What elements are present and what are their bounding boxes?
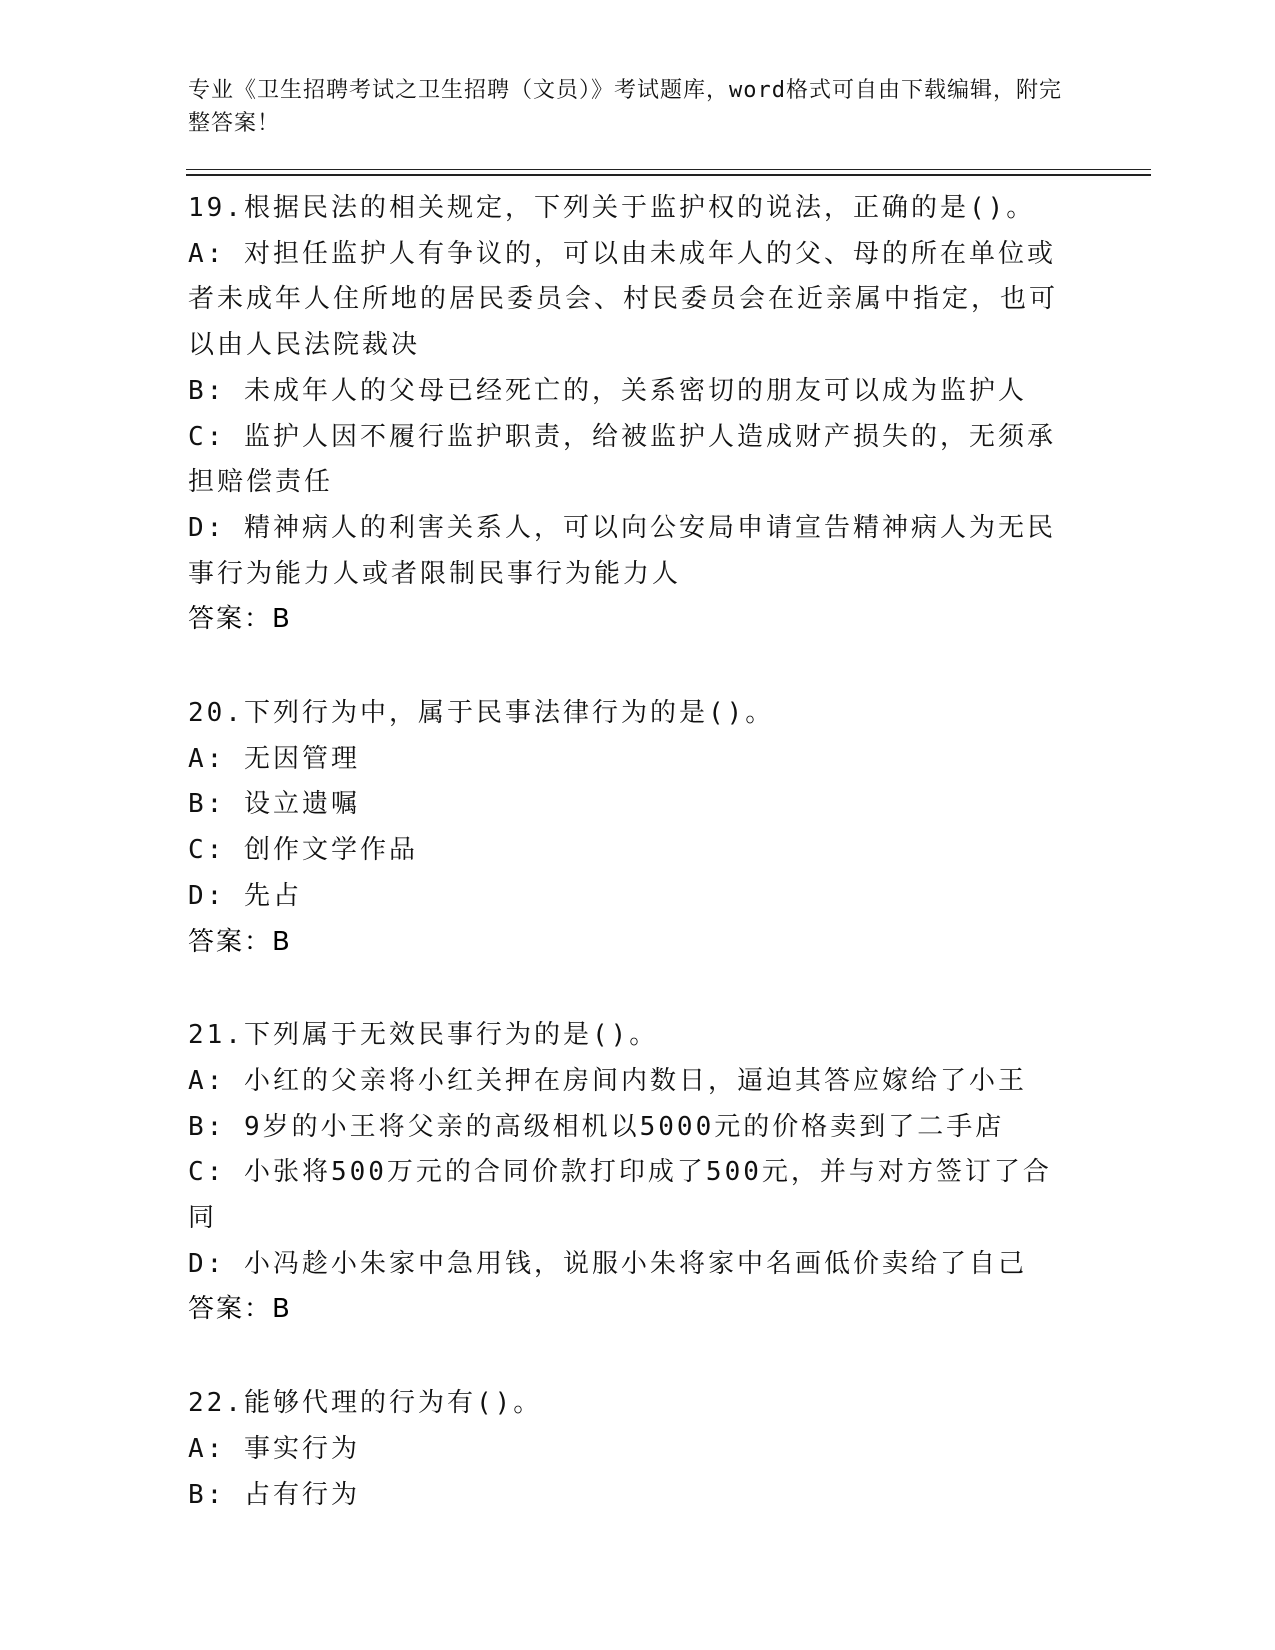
option-b: B: 占有行为 [188,1479,360,1510]
option-a: A: 事实行为 [188,1433,360,1464]
answer-label: 答案：B [188,604,292,635]
answer-label: 答案：B [188,1294,292,1325]
option-d: D: 精神病人的利害关系人，可以向公安局申请宣告精神病人为无民事行为能力人或者限制民事行为能力人 [188,512,1056,589]
question-21 [188,1013,1068,1333]
option-c: C: 创作文学作品 [188,835,418,866]
question-22 [188,1381,1068,1518]
header-divider-thick [186,174,1151,176]
question-stem: 20.下列行为中，属于民事法律行为的是()。 [188,698,775,729]
question-19 [188,186,1068,643]
option-c: C: 小张将500万元的合同价款打印成了500元，并与对方签订了合同 [188,1157,1052,1234]
option-a: A: 小红的父亲将小红关押在房间内数日，逼迫其答应嫁给了小王 [188,1065,1027,1096]
question-20 [188,691,1068,965]
option-a: A: 对担任监护人有争议的，可以由未成年人的父、母的所在单位或者未成年人住所地的居民委员会、村民委员会在近亲属中指定，也可以由人民法院裁决 [188,238,1059,361]
option-b: B: 9岁的小王将父亲的高级相机以5000元的价格卖到了二手店 [188,1111,1005,1142]
option-d: D: 先占 [188,880,302,911]
question-stem: 21.下列属于无效民事行为的是()。 [188,1020,659,1051]
answer-label: 答案：B [188,926,292,957]
option-c: C: 监护人因不履行监护职责，给被监护人造成财产损失的，无须承担赔偿责任 [188,421,1056,498]
option-d: D: 小冯趁小朱家中急用钱，说服小朱将家中名画低价卖给了自己 [188,1248,1027,1279]
question-stem: 19.根据民法的相关规定，下列关于监护权的说法，正确的是()。 [188,193,1036,223]
option-a: A: 无因管理 [188,743,360,774]
question-stem: 22.能够代理的行为有()。 [188,1388,543,1419]
document-header: 专业《卫生招聘考试之卫生招聘（文员）》考试题库，word格式可自由下载编辑，附完整答案！ [188,78,1062,136]
question-list [188,186,1068,1566]
header-divider-thin [186,169,1151,170]
option-b: B: 未成年人的父母已经死亡的，关系密切的朋友可以成为监护人 [188,375,1027,406]
option-b: B: 设立遗嘱 [188,789,360,820]
